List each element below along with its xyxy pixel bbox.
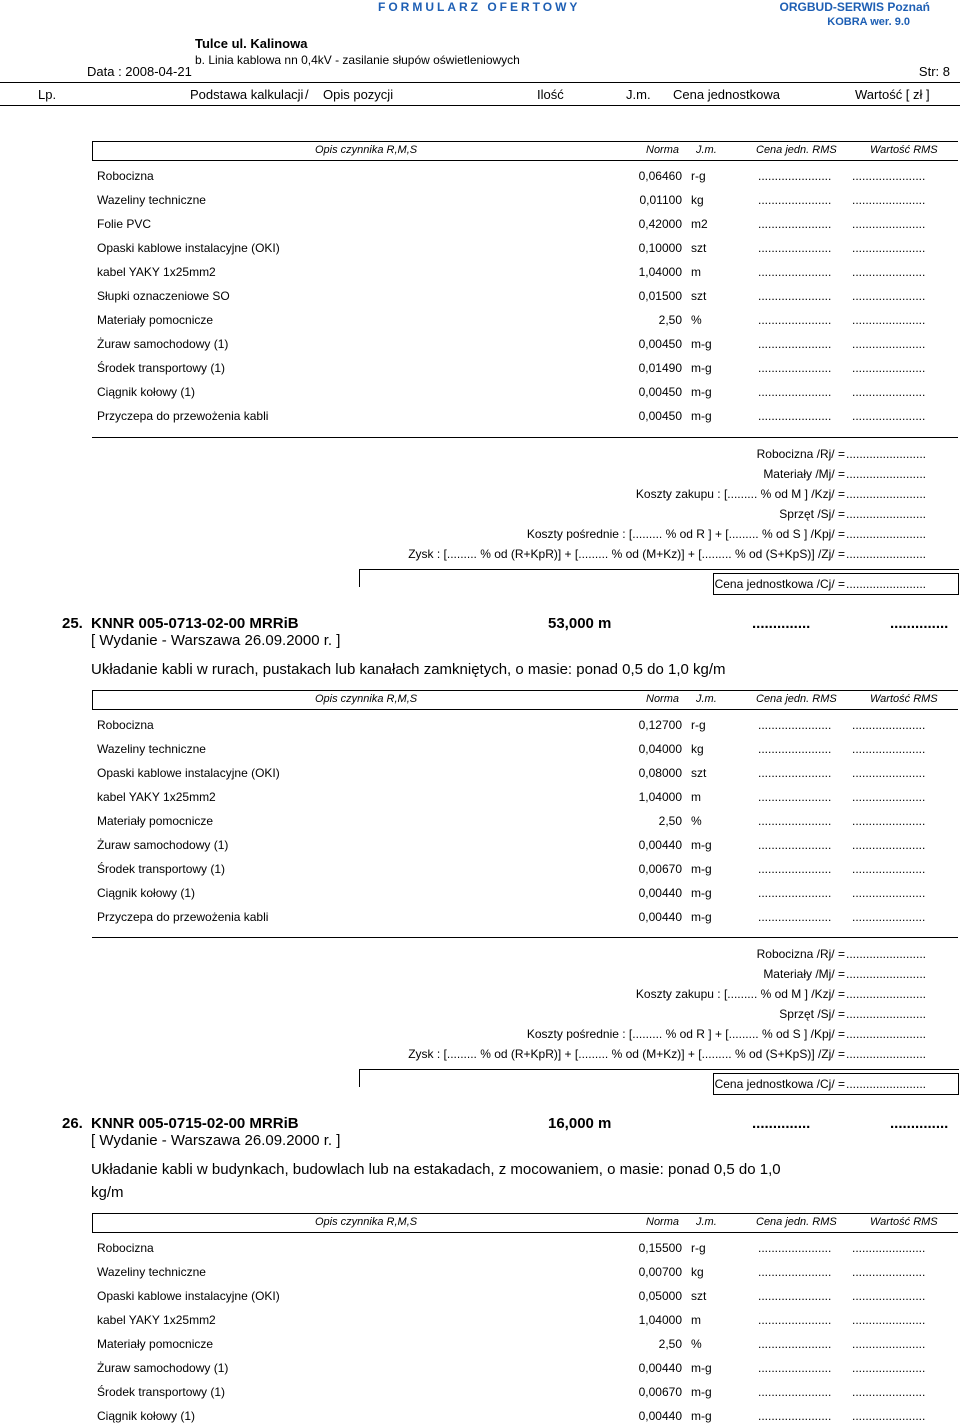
factor-value-placeholder: ...................... — [852, 361, 926, 375]
col-basis: Podstawa kalkulacji — [190, 87, 304, 102]
factor-norm: 0,00670 — [638, 862, 682, 876]
factor-price-placeholder: ...................... — [758, 361, 832, 375]
factor-value-placeholder: ...................... — [852, 193, 926, 207]
factor-header-top-rule — [92, 141, 958, 142]
factor-name: Wazeliny techniczne — [97, 742, 206, 756]
summary-label-s: Sprzęt /Sj/ = — [779, 1007, 845, 1021]
factor-col-unit: J.m. — [696, 144, 717, 156]
position-code: KNNR 005-0715-02-00 MRRiB — [91, 1115, 299, 1132]
factor-value-placeholder: ...................... — [852, 1385, 926, 1399]
factor-name: Wazeliny techniczne — [97, 1265, 206, 1279]
factor-value-placeholder: ...................... — [852, 337, 926, 351]
factor-unit: m — [691, 790, 701, 804]
factor-col-value: Wartość RMS — [870, 693, 938, 705]
factor-value-placeholder: ...................... — [852, 241, 926, 255]
factor-unit: m-g — [691, 1385, 712, 1399]
factor-header-left-rule — [92, 141, 93, 160]
factor-value-placeholder: ...................... — [852, 1313, 926, 1327]
factor-unit: m-g — [691, 1361, 712, 1375]
factor-norm: 0,00440 — [638, 1361, 682, 1375]
factor-name: Ciągnik kołowy (1) — [97, 886, 196, 900]
factor-unit: m2 — [691, 217, 708, 231]
factor-header-bottom-rule — [92, 1232, 958, 1233]
factor-unit: m — [691, 265, 701, 279]
factor-value-placeholder: ...................... — [852, 910, 926, 924]
summary-value-z: ........................ — [846, 547, 927, 561]
position-edition: [ Wydanie - Warszawa 26.09.2000 r. ] — [91, 1132, 341, 1149]
summary-value-kp: ........................ — [846, 1027, 927, 1041]
factor-name: Opaski kablowe instalacyjne (OKI) — [97, 241, 280, 255]
position-description: Układanie kabli w budynkach, budowlach lub na estakadach, z mocowaniem, o masie: ponad 0,5 do 1,0 — [91, 1161, 781, 1178]
cj-box-bottom-rule — [713, 1094, 959, 1095]
summary-label-m: Materiały /Mj/ = — [763, 467, 845, 481]
factor-price-placeholder: ...................... — [758, 862, 832, 876]
factor-price-placeholder: ...................... — [758, 1313, 832, 1327]
company-name: ORGBUD-SERWIS Poznań — [779, 0, 930, 14]
factor-norm: 1,04000 — [638, 790, 682, 804]
factor-norm: 0,12700 — [638, 718, 682, 732]
factor-col-desc: Opis czynnika R,M,S — [315, 144, 418, 156]
factor-unit: m-g — [691, 838, 712, 852]
factor-price-placeholder: ...................... — [758, 1409, 832, 1423]
factor-name: Opaski kablowe instalacyjne (OKI) — [97, 1289, 280, 1303]
factor-name: Wazeliny techniczne — [97, 193, 206, 207]
factor-col-unit: J.m. — [696, 1216, 717, 1228]
factor-price-placeholder: ...................... — [758, 1265, 832, 1279]
factor-col-desc: Opis czynnika R,M,S — [315, 693, 418, 705]
factor-unit: kg — [691, 1265, 704, 1279]
factor-col-price: Cena jedn. RMS — [756, 693, 837, 705]
col-unit: J.m. — [626, 87, 651, 102]
factor-price-placeholder: ...................... — [758, 1361, 832, 1375]
factor-price-placeholder: ...................... — [758, 910, 832, 924]
factor-value-placeholder: ...................... — [852, 169, 926, 183]
factor-col-price: Cena jedn. RMS — [756, 1216, 837, 1228]
factor-unit: r-g — [691, 718, 706, 732]
factor-price-placeholder: ...................... — [758, 169, 832, 183]
factor-price-placeholder: ...................... — [758, 241, 832, 255]
factor-price-placeholder: ...................... — [758, 1385, 832, 1399]
factor-name: Słupki oznaczeniowe SO — [97, 289, 230, 303]
summary-top-rule — [92, 937, 958, 938]
unit-price-label: Cena jednostkowa /Cj/ = — [714, 1077, 845, 1091]
factor-name: kabel YAKY 1x25mm2 — [97, 265, 216, 279]
position-description-cont: kg/m — [91, 1184, 124, 1201]
factor-price-placeholder: ...................... — [758, 289, 832, 303]
col-sep: / — [305, 87, 309, 102]
subproject-name: b. Linia kablowa nn 0,4kV - zasilanie słupów oświetleniowych — [195, 53, 520, 67]
factor-unit: szt — [691, 766, 707, 780]
summary-label-z: Zysk : [......... % od (R+KpR)] + [......... % od (M+Kz)] + [......... % od (S+KpS)] /Zj/ = — [408, 1047, 845, 1061]
factor-name: Środek transportowy (1) — [97, 862, 226, 876]
factor-norm: 0,06460 — [638, 169, 682, 183]
factor-norm: 2,50 — [658, 814, 682, 828]
factor-value-placeholder: ...................... — [852, 862, 926, 876]
factor-price-placeholder: ...................... — [758, 766, 832, 780]
factor-price-placeholder: ...................... — [758, 385, 832, 399]
position-value-placeholder: .............. — [890, 615, 949, 632]
cj-box-left-rule-top — [359, 1069, 959, 1070]
factor-unit: m-g — [691, 862, 712, 876]
cj-box-left-rule — [359, 569, 360, 587]
factor-unit: m-g — [691, 910, 712, 924]
factor-unit: m-g — [691, 337, 712, 351]
factor-value-placeholder: ...................... — [852, 313, 926, 327]
factor-name: Opaski kablowe instalacyjne (OKI) — [97, 766, 280, 780]
factor-value-placeholder: ...................... — [852, 1409, 926, 1423]
factor-name: Materiały pomocnicze — [97, 814, 214, 828]
factor-price-placeholder: ...................... — [758, 409, 832, 423]
factor-name: Robocizna — [97, 1241, 154, 1255]
header-top-rule — [0, 82, 960, 83]
factor-unit: szt — [691, 1289, 707, 1303]
factor-name: Folie PVC — [97, 217, 152, 231]
cj-box-right-edge — [958, 1073, 959, 1094]
factor-unit: m-g — [691, 409, 712, 423]
factor-price-placeholder: ...................... — [758, 217, 832, 231]
factor-value-placeholder: ...................... — [852, 385, 926, 399]
factor-price-placeholder: ...................... — [758, 265, 832, 279]
summary-label-kz: Koszty zakupu : [......... % od M ] /Kzj/ = — [635, 987, 845, 1001]
position-number: 25. — [62, 615, 83, 632]
summary-value-kz: ........................ — [846, 487, 927, 501]
header-bottom-rule — [0, 105, 960, 106]
col-unit-price: Cena jednostkowa — [673, 87, 780, 102]
factor-price-placeholder: ...................... — [758, 814, 832, 828]
factor-price-placeholder: ...................... — [758, 742, 832, 756]
factor-price-placeholder: ...................... — [758, 838, 832, 852]
col-value: Wartość [ zł ] — [855, 87, 930, 102]
factor-norm: 0,00450 — [638, 385, 682, 399]
factor-value-placeholder: ...................... — [852, 289, 926, 303]
summary-value-kp: ........................ — [846, 527, 927, 541]
summary-value-z: ........................ — [846, 1047, 927, 1061]
summary-label-kp: Koszty pośrednie : [......... % od R ] + [......... % od S ] /Kpj/ = — [526, 1027, 845, 1041]
position-value-placeholder: .............. — [890, 1115, 949, 1132]
cj-box-bottom-rule — [713, 594, 959, 595]
factor-norm: 0,04000 — [638, 742, 682, 756]
summary-label-kp: Koszty pośrednie : [......... % od R ] + [......... % od S ] /Kpj/ = — [526, 527, 845, 541]
factor-col-norm: Norma — [646, 1216, 680, 1228]
factor-norm: 0,05000 — [638, 1289, 682, 1303]
factor-norm: 0,01100 — [639, 193, 682, 207]
cj-box-left-rule-top — [359, 569, 959, 570]
factor-value-placeholder: ...................... — [852, 409, 926, 423]
col-desc: Opis pozycji — [323, 87, 394, 102]
factor-norm: 0,08000 — [638, 766, 682, 780]
factor-name: Przyczepa do przewożenia kabli — [97, 910, 269, 924]
project-name: Tulce ul. Kalinowa — [195, 36, 308, 51]
factor-norm: 0,10000 — [638, 241, 682, 255]
factor-name: Żuraw samochodowy (1) — [97, 1361, 229, 1375]
factor-value-placeholder: ...................... — [852, 1241, 926, 1255]
summary-value-s: ........................ — [846, 1007, 927, 1021]
summary-label-r: Robocizna /Rj/ = — [756, 447, 845, 461]
factor-unit: szt — [691, 289, 707, 303]
position-price-placeholder: .............. — [752, 615, 811, 632]
factor-price-placeholder: ...................... — [758, 313, 832, 327]
form-title: FORMULARZ OFERTOWY — [378, 0, 581, 14]
factor-name: Robocizna — [97, 169, 154, 183]
factor-name: Przyczepa do przewożenia kabli — [97, 409, 269, 423]
factor-unit: kg — [691, 193, 704, 207]
factor-unit: % — [691, 814, 702, 828]
factor-price-placeholder: ...................... — [758, 193, 832, 207]
summary-label-m: Materiały /Mj/ = — [763, 967, 845, 981]
position-number: 26. — [62, 1115, 83, 1132]
document-date: Data : 2008-04-21 — [87, 64, 192, 79]
unit-price-value: ........................ — [846, 577, 927, 591]
factor-header-top-rule — [92, 1213, 958, 1214]
factor-unit: m — [691, 1313, 701, 1327]
factor-unit: r-g — [691, 1241, 706, 1255]
col-qty: Ilość — [537, 87, 564, 102]
factor-name: Ciągnik kołowy (1) — [97, 1409, 196, 1423]
factor-price-placeholder: ...................... — [758, 1289, 832, 1303]
factor-norm: 0,00450 — [638, 409, 682, 423]
summary-value-m: ........................ — [846, 467, 927, 481]
col-lp: Lp. — [38, 87, 57, 102]
factor-col-unit: J.m. — [696, 693, 717, 705]
factor-header-left-rule — [92, 690, 93, 709]
factor-value-placeholder: ...................... — [852, 790, 926, 804]
factor-price-placeholder: ...................... — [758, 718, 832, 732]
factor-norm: 0,01500 — [638, 289, 682, 303]
factor-name: Żuraw samochodowy (1) — [97, 838, 229, 852]
cj-box-top-rule — [713, 1073, 958, 1074]
factor-value-placeholder: ...................... — [852, 838, 926, 852]
page-number: Str: 8 — [918, 64, 950, 79]
factor-unit: m-g — [691, 886, 712, 900]
position-price-placeholder: .............. — [752, 1115, 811, 1132]
factor-col-norm: Norma — [646, 144, 680, 156]
factor-norm: 0,00440 — [638, 1409, 682, 1423]
factor-price-placeholder: ...................... — [758, 1241, 832, 1255]
summary-value-kz: ........................ — [846, 987, 927, 1001]
unit-price-label: Cena jednostkowa /Cj/ = — [714, 577, 845, 591]
position-quantity: 16,000 m — [548, 1115, 612, 1132]
factor-name: Materiały pomocnicze — [97, 1337, 214, 1351]
summary-value-r: ........................ — [846, 447, 927, 461]
factor-norm: 0,00440 — [638, 910, 682, 924]
factor-norm: 0,00700 — [638, 1265, 682, 1279]
summary-label-r: Robocizna /Rj/ = — [756, 947, 845, 961]
position-quantity: 53,000 m — [548, 615, 612, 632]
factor-norm: 0,00450 — [638, 337, 682, 351]
summary-value-r: ........................ — [846, 947, 927, 961]
factor-norm: 0,00440 — [638, 886, 682, 900]
cj-box-top-rule — [713, 573, 958, 574]
factor-norm: 0,42000 — [638, 217, 682, 231]
unit-price-value: ........................ — [846, 1077, 927, 1091]
factor-value-placeholder: ...................... — [852, 718, 926, 732]
factor-norm: 0,00670 — [638, 1385, 682, 1399]
factor-price-placeholder: ...................... — [758, 886, 832, 900]
factor-name: Żuraw samochodowy (1) — [97, 337, 229, 351]
factor-header-top-rule — [92, 690, 958, 691]
position-edition: [ Wydanie - Warszawa 26.09.2000 r. ] — [91, 632, 341, 649]
summary-top-rule — [92, 437, 958, 438]
factor-price-placeholder: ...................... — [758, 337, 832, 351]
factor-value-placeholder: ...................... — [852, 886, 926, 900]
factor-col-value: Wartość RMS — [870, 144, 938, 156]
factor-price-placeholder: ...................... — [758, 1337, 832, 1351]
factor-unit: kg — [691, 742, 704, 756]
factor-name: Środek transportowy (1) — [97, 361, 226, 375]
summary-value-s: ........................ — [846, 507, 927, 521]
factor-norm: 1,04000 — [638, 265, 682, 279]
factor-col-value: Wartość RMS — [870, 1216, 938, 1228]
factor-unit: m-g — [691, 361, 712, 375]
factor-value-placeholder: ...................... — [852, 742, 926, 756]
factor-value-placeholder: ...................... — [852, 1265, 926, 1279]
position-description: Układanie kabli w rurach, pustakach lub kanałach zamkniętych, o masie: ponad 0,5 do 1,0 kg/m — [91, 661, 726, 678]
factor-norm: 2,50 — [658, 1337, 682, 1351]
factor-name: Ciągnik kołowy (1) — [97, 385, 196, 399]
factor-unit: m-g — [691, 1409, 712, 1423]
factor-norm: 2,50 — [658, 313, 682, 327]
factor-value-placeholder: ...................... — [852, 814, 926, 828]
summary-label-kz: Koszty zakupu : [......... % od M ] /Kzj/ = — [635, 487, 845, 501]
factor-value-placeholder: ...................... — [852, 766, 926, 780]
factor-name: Środek transportowy (1) — [97, 1385, 226, 1399]
factor-name: Robocizna — [97, 718, 154, 732]
factor-col-desc: Opis czynnika R,M,S — [315, 1216, 418, 1228]
factor-name: kabel YAKY 1x25mm2 — [97, 1313, 216, 1327]
factor-unit: szt — [691, 241, 707, 255]
factor-unit: r-g — [691, 169, 706, 183]
position-code: KNNR 005-0713-02-00 MRRiB — [91, 615, 299, 632]
factor-header-bottom-rule — [92, 160, 958, 161]
factor-norm: 0,01490 — [638, 361, 682, 375]
factor-header-left-rule — [92, 1213, 93, 1232]
factor-col-norm: Norma — [646, 693, 680, 705]
summary-label-z: Zysk : [......... % od (R+KpR)] + [......... % od (M+Kz)] + [......... % od (S+KpS)] /Zj/ = — [408, 547, 845, 561]
factor-unit: % — [691, 1337, 702, 1351]
summary-label-s: Sprzęt /Sj/ = — [779, 507, 845, 521]
factor-price-placeholder: ...................... — [758, 790, 832, 804]
factor-value-placeholder: ...................... — [852, 217, 926, 231]
factor-name: kabel YAKY 1x25mm2 — [97, 790, 216, 804]
cj-box-right-edge — [958, 573, 959, 594]
factor-col-price: Cena jedn. RMS — [756, 144, 837, 156]
factor-unit: m-g — [691, 385, 712, 399]
factor-value-placeholder: ...................... — [852, 1361, 926, 1375]
factor-value-placeholder: ...................... — [852, 1289, 926, 1303]
cj-box-left-rule — [359, 1069, 360, 1087]
software-version: KOBRA wer. 9.0 — [827, 16, 910, 28]
factor-value-placeholder: ...................... — [852, 1337, 926, 1351]
factor-unit: % — [691, 313, 702, 327]
summary-value-m: ........................ — [846, 967, 927, 981]
factor-norm: 0,15500 — [638, 1241, 682, 1255]
factor-norm: 0,00440 — [638, 838, 682, 852]
factor-value-placeholder: ...................... — [852, 265, 926, 279]
factor-norm: 1,04000 — [638, 1313, 682, 1327]
factor-name: Materiały pomocnicze — [97, 313, 214, 327]
factor-header-bottom-rule — [92, 709, 958, 710]
